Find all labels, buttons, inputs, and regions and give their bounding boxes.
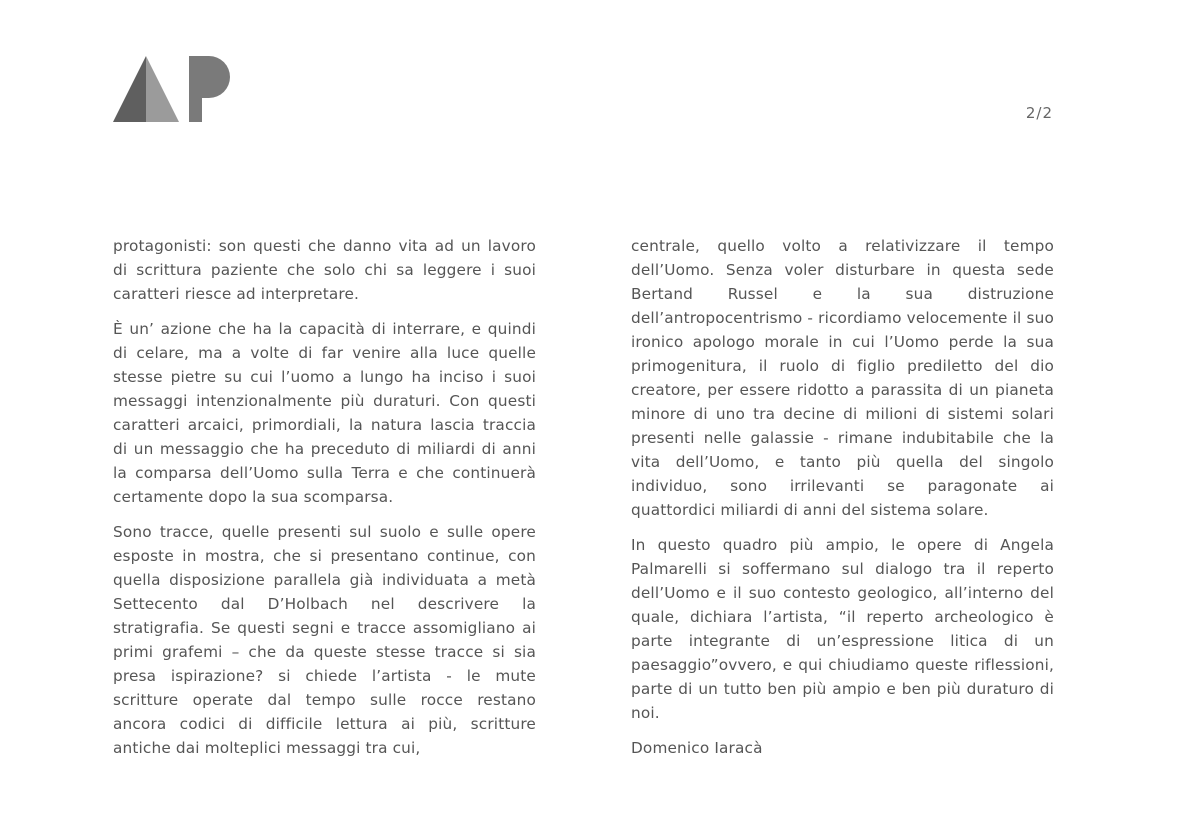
text-column-left <box>113 234 536 771</box>
logo-p-bowl <box>202 56 230 98</box>
paragraph: Sono tracce, quelle presenti sul suolo e sulle opere esposte in mostra, che si presentano continue, con quella disposizione parallela già individuata a metà Settecento dal D’Holbach nel descrivere la stratigrafia. Se questi segni e tracce assomigliano ai primi grafemi – che da queste stesse tracce si sia presa ispirazione? si chiede l’artista - le mute scritture operate dal tempo sulle rocce restano ancora codici di difficile lettura ai più, scritture antiche dai molteplici messaggi tra cui, <box>113 523 536 757</box>
paragraph: centrale, quello volto a relativizzare il tempo dell’Uomo. Senza voler disturbare in questa sede Bertand Russel e la sua distruzione dell’antropocentrismo - ricordiamo velocemente il suo ironico apologo morale in cui l’Uomo perde la sua primogenitura, il ruolo di figlio prediletto del dio creatore, per essere ridotto a parassita di un pianeta minore di uno tra decine di milioni di sistemi solari presenti nelle galassie - rimane indubitabile che la vita dell’Uomo, e tanto più quella del singolo individuo, sono irrilevanti se paragonate ai quattordici miliardi di anni del sistema solare. <box>631 237 1054 519</box>
logo-p-stem <box>189 56 202 122</box>
text-column-right <box>631 234 1054 771</box>
paragraph: È un’ azione che ha la capacità di interrare, e quindi di celare, ma a volte di far venire alla luce quelle stesse pietre su cui l’uomo a lungo ha inciso i suoi messaggi intenzionalmente più duraturi. Con questi caratteri arcaici, primordiali, la natura lascia traccia di un messaggio che ha preceduto di miliardi di anni la comparsa dell’Uomo sulla Terra e che continuerà certamente dopo la sua scomparsa. <box>113 320 536 506</box>
ap-logo <box>113 56 235 122</box>
author-signature: Domenico Iaracà <box>631 739 763 757</box>
paragraph: In questo quadro più ampio, le opere di Angela Palmarelli si soffermano sul dialogo tra il reperto dell’Uomo e il suo contesto geologico, all’interno del quale, dichiara l’artista, “il reperto archeologico è parte integrante di un’espressione litica di un paesaggio”ovvero, e qui chiudiamo queste riflessioni, parte di un tutto ben più ampio e ben più duraturo di noi. <box>631 536 1054 722</box>
logo-a-left-triangle <box>113 56 146 122</box>
paragraph: protagonisti: son questi che danno vita ad un lavoro di scrittura paziente che solo chi sa leggere i suoi caratteri riesce ad interpretare. <box>113 237 536 303</box>
page-number: 2/2 <box>1025 104 1053 122</box>
logo-a-right-triangle <box>146 56 179 122</box>
